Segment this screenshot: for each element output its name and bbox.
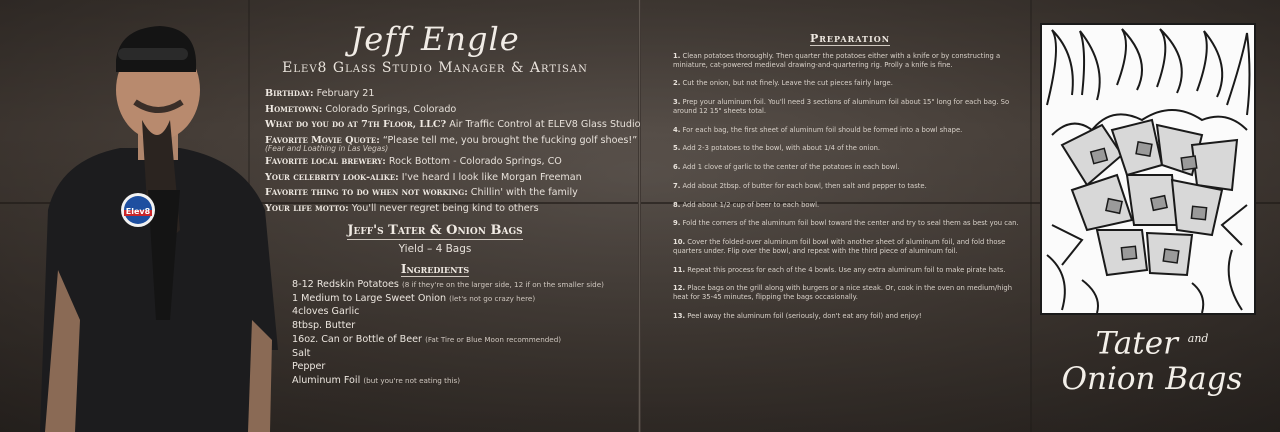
- step-number: 2.: [673, 79, 681, 88]
- fact-value: Air Traffic Control at ELEV8 Glass Studio: [449, 119, 641, 130]
- fact-hometown: [265, 102, 635, 118]
- ingredients-heading-text: Ingredients: [400, 262, 470, 276]
- fact-value: Chillin' with the family: [470, 187, 578, 198]
- fact-birthday: [265, 86, 635, 102]
- ingredient-note: (8 if they're on the larger side, 12 if on the smaller side): [401, 280, 604, 289]
- ingredient-note: (but you're not eating this): [363, 375, 461, 385]
- profile-facts: [265, 86, 641, 216]
- step-item: [673, 219, 1025, 228]
- fact-label: What do you do at 7th Floor, LLC?: [265, 119, 447, 130]
- wall-joint-line: [1030, 0, 1032, 432]
- ingredient-text: Aluminum Foil: [292, 374, 361, 386]
- fact-lookalike: [265, 170, 635, 186]
- fact-hobby: [265, 185, 635, 201]
- fact-value: You'll never regret being kind to others: [351, 202, 539, 214]
- ingredient-item: [292, 360, 632, 374]
- fact-label: Birthday:: [265, 88, 314, 99]
- step-number: 8.: [673, 200, 681, 209]
- badge-text: Elev8: [125, 207, 151, 216]
- step-text: Add about 2tbsp. of butter for each bowl, then salt and pepper to taste.: [682, 181, 927, 190]
- ingredient-text: 16oz. Can or Bottle of Beer: [292, 333, 423, 345]
- ingredient-text: 8-12 Redskin Potatoes: [292, 279, 399, 290]
- recipe-title-text: Jeff's Tater & Onion Bags: [347, 223, 523, 238]
- step-number: 9.: [673, 219, 681, 228]
- step-text: Add 1 clove of garlic to the center of the potatoes in each bowl.: [682, 163, 900, 172]
- title-word: Tater: [1095, 325, 1178, 362]
- preparation-heading: [790, 32, 910, 45]
- recipe-title: [300, 223, 570, 238]
- ingredient-item: [292, 292, 632, 306]
- step-item: [673, 144, 1025, 153]
- step-text: Fold the corners of the aluminum foil bowl toward the center and try to seal them as best you can.: [682, 219, 1019, 228]
- step-number: 7.: [673, 181, 681, 190]
- step-item: [673, 79, 1025, 88]
- fact-label: Your life motto:: [265, 202, 349, 214]
- ingredient-item: [292, 333, 632, 347]
- step-number: 12.: [673, 284, 686, 293]
- fact-value: February 21: [316, 88, 375, 99]
- step-text: Prep your aluminum foil. You'll need 3 sections of aluminum foil about 15" long for each bag. So around 12 15" sheets total.: [673, 98, 1010, 115]
- step-item: [673, 182, 1025, 191]
- step-item: [673, 284, 1025, 301]
- step-item: [673, 201, 1025, 210]
- profile-role: Elev8 Glass Studio Manager & Artisan: [282, 60, 588, 76]
- step-item: [673, 238, 1025, 255]
- ingredient-text: 8tbsp. Butter: [292, 320, 356, 332]
- fact-value: Colorado Springs, Colorado: [325, 103, 457, 115]
- fact-value: Rock Bottom - Colorado Springs, CO: [388, 156, 562, 167]
- fact-label: Favorite local brewery:: [265, 156, 386, 167]
- step-number: 13.: [673, 311, 686, 320]
- ingredient-item: [292, 319, 632, 333]
- step-text: Cut the onion, but not finely. Leave the cut pieces fairly large.: [682, 79, 893, 88]
- ingredient-text: Pepper: [292, 361, 326, 373]
- step-item: [673, 52, 1025, 69]
- step-text: Add about 1/2 cup of beer to each bowl.: [682, 200, 820, 209]
- illustration-title-line2: Onion Bags: [1061, 361, 1243, 398]
- ingredient-item: [292, 305, 632, 319]
- fact-value: “Please tell me, you brought the fucking golf shoes!”: [382, 134, 638, 146]
- step-text: Repeat this process for each of the 4 bowls. Use any extra aluminum foil to make pirate hats.: [687, 265, 1006, 274]
- fact-label: Favorite thing to do when not working:: [265, 187, 468, 198]
- step-text: For each bag, the first sheet of aluminum foil should be formed into a bowl shape.: [682, 125, 963, 134]
- step-text: Add 2-3 potatoes to the bowl, with about 1/4 of the onion.: [682, 144, 881, 153]
- fact-brewery: [265, 154, 635, 170]
- step-item: [673, 163, 1025, 172]
- ingredient-note: (let's not go crazy here): [449, 293, 536, 303]
- step-number: 1.: [673, 52, 681, 60]
- fact-motto: [265, 201, 635, 217]
- step-number: 10.: [673, 238, 686, 247]
- profile-name: Jeff Engle: [350, 20, 520, 58]
- step-number: 6.: [673, 163, 681, 172]
- fact-value: I've heard I look like Morgan Freeman: [401, 171, 582, 183]
- fact-label: Favorite Movie Quote:: [265, 134, 380, 146]
- step-text: Cover the folded-over aluminum foil bowl with another sheet of aluminum foil, and fold those quarters under. Flip over the bowl, and repeat with the third piece of aluminum foil.: [673, 238, 1006, 255]
- step-text: Peel away the aluminum foil (seriously, don't eat any foil) and enjoy!: [687, 311, 922, 320]
- step-number: 5.: [673, 144, 681, 153]
- ingredient-note: (Fat Tire or Blue Moon recommended): [425, 334, 562, 344]
- fact-job: [265, 117, 641, 133]
- portrait-photo: [20, 20, 282, 432]
- step-item: [673, 126, 1025, 135]
- ingredient-text: 4cloves Garlic: [292, 306, 360, 318]
- ingredients-list: [292, 278, 632, 388]
- title-and: and: [1187, 332, 1209, 345]
- ingredient-item: [292, 374, 632, 388]
- ingredient-item: [292, 278, 632, 292]
- step-item: [673, 266, 1025, 275]
- ingredient-text: Salt: [292, 347, 311, 359]
- step-item: [673, 98, 1025, 115]
- step-number: 4.: [673, 125, 681, 134]
- step-text: Place bags on the grill along with burgers or a nice steak. Or, cook in the oven on medium/high heat for 35-45 minutes, flipping the bags occasionally.: [673, 284, 1012, 301]
- fact-subnote: (Fear and Loathing in Las Vegas): [265, 144, 389, 153]
- fact-label: Hometown:: [265, 103, 323, 115]
- fact-movie-quote: [265, 133, 638, 154]
- illustration-title-line1: [1052, 322, 1252, 360]
- step-item: [673, 312, 1025, 321]
- ingredient-text: 1 Medium to Large Sweet Onion: [292, 292, 447, 304]
- step-number: 11.: [673, 265, 686, 274]
- ingredients-heading: [300, 262, 570, 276]
- ingredient-item: [292, 347, 632, 361]
- fact-label: Your celebrity look-alike:: [265, 171, 399, 183]
- illustration-tater-bags: [1040, 23, 1256, 315]
- preparation-steps: [673, 52, 1025, 331]
- preparation-heading-text: Preparation: [809, 32, 891, 45]
- step-number: 3.: [673, 98, 681, 107]
- step-text: Clean potatoes thoroughly. Then quarter the potatoes either with a knife or by constructing a miniature, cat-powered medieval drawing-and-quartering rig. Prolly a knife is fine.: [673, 52, 1001, 69]
- page-gutter: [638, 0, 641, 432]
- recipe-yield: Yield – 4 Bags: [398, 243, 472, 255]
- illustration-title: [1052, 322, 1252, 398]
